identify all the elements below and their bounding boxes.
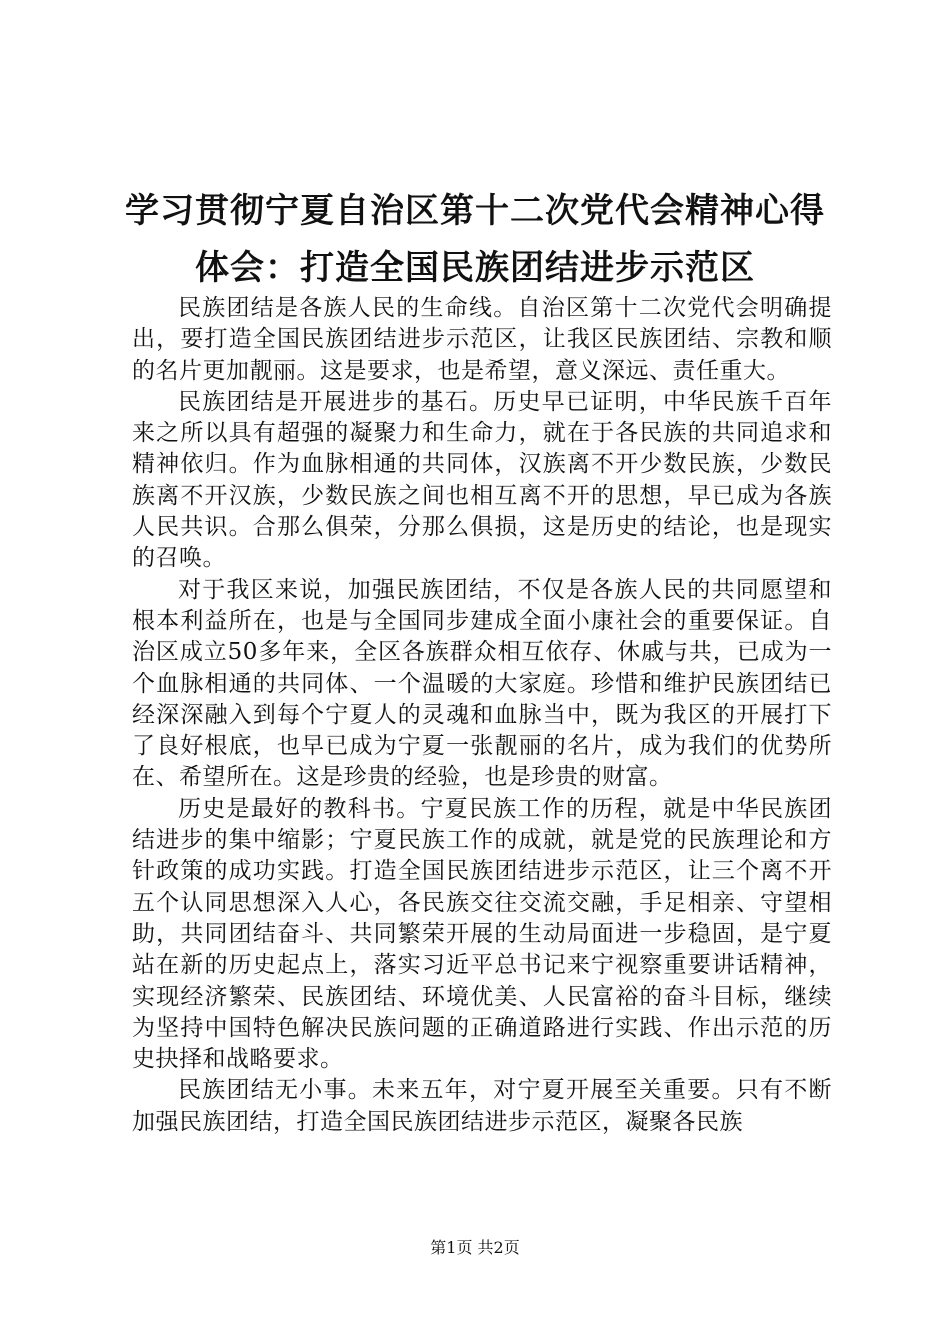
paragraph-3: 对于我区来说，加强民族团结，不仅是各族人民的共同愿望和根本利益所在，也是与全国同步建成全面小康社会的重要保证。自治区成立50多年来，全区各族群众相互依存、休戚与共，已成为一个血脉相通的共同体、一个温暖的大家庭。珍惜和维护民族团结已经深深融入到每个宁夏人的灵魂和血脉当中，既为我区的开展打下了良好根底，也早已成为宁夏一张靓丽的名片，成为我们的优势所在、希望所在。这是珍贵的经验，也是珍贵的财富。 [132, 576, 832, 791]
title-line-2: 体会：打造全国民族团结进步示范区 [195, 248, 755, 288]
paragraph-5: 民族团结无小事。未来五年，对宁夏开展至关重要。只有不断加强民族团结，打造全国民族团结进步示范区，凝聚各民族 [132, 1077, 832, 1135]
page-number-label: 第1页 [430, 1238, 473, 1257]
page-footer [0, 1238, 950, 1258]
title-line-1: 学习贯彻宁夏自治区第十二次党代会精神心得 [125, 191, 825, 231]
paragraph-1: 民族团结是各族人民的生命线。自治区第十二次党代会明确提出，要打造全国民族团结进步示范区，让我区民族团结、宗教和顺的名片更加靓丽。这是要求，也是希望，意义深远、责任重大。 [132, 295, 832, 384]
paragraph-2: 民族团结是开展进步的基石。历史早已证明，中华民族千百年来之所以具有超强的凝聚力和生命力，就在于各民族的共同追求和精神依归。作为血脉相通的共同体，汉族离不开少数民族，少数民族离不开汉族，少数民族之间也相互离不开的思想，早已成为各族人民共识。合那么俱荣，分那么俱损，这是历史的结论，也是现实的召唤。 [132, 388, 832, 572]
document-title [120, 183, 830, 297]
paragraph-4: 历史是最好的教科书。宁夏民族工作的历程，就是中华民族团结进步的集中缩影；宁夏民族工作的成就，就是党的民族理论和方针政策的成功实践。打造全国民族团结进步示范区，让三个离不开五个认同思想深入人心，各民族交往交流交融，手足相亲、守望相助，共同团结奋斗、共同繁荣开展的生动局面进一步稳固，是宁夏站在新的历史起点上，落实习近平总书记来宁视察重要讲话精神，实现经济繁荣、民族团结、环境优美、人民富裕的奋斗目标，继续为坚持中国特色解决民族问题的正确道路进行实践、作出示范的历史抉择和战略要求。 [132, 795, 832, 1073]
document-body [132, 293, 832, 1188]
page-total-label: 共2页 [477, 1238, 520, 1257]
